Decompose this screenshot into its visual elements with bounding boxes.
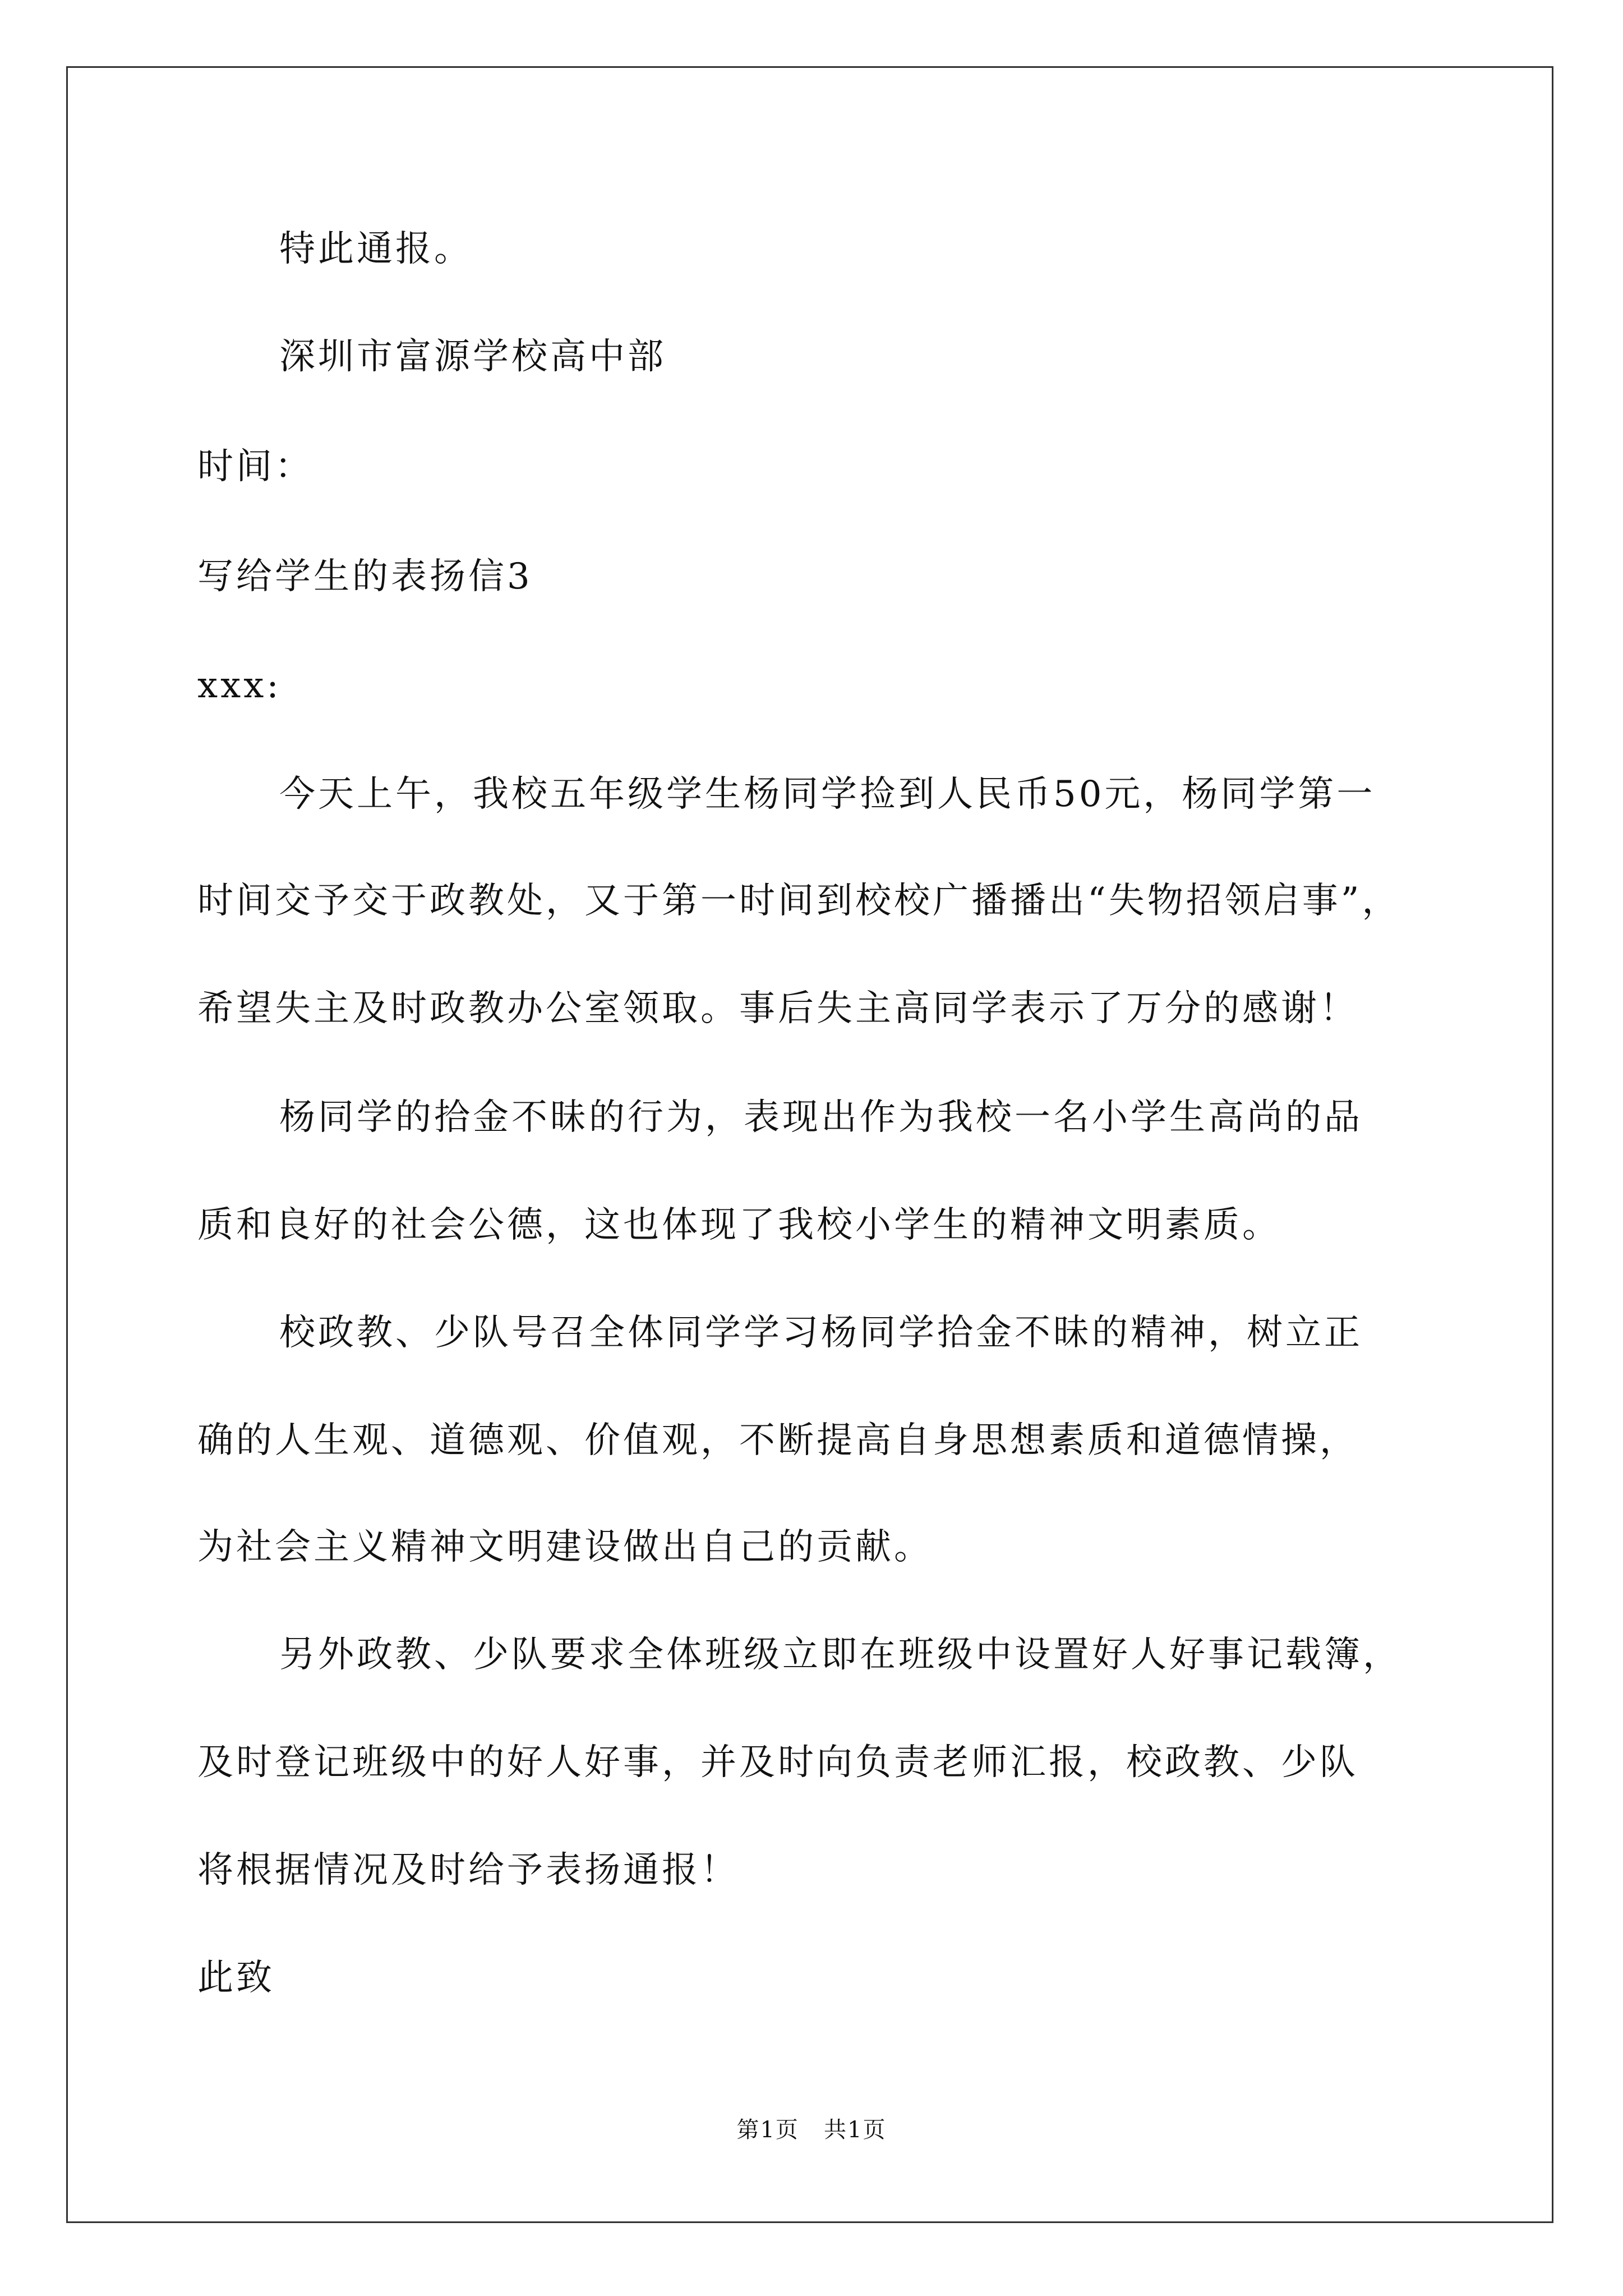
page-border [66, 66, 1553, 2223]
issuer-name: 深圳市富源学校高中部 [279, 336, 666, 378]
paragraph-line: 时间交予交于政教处，又于第一时间到校校广播播出“失物招领启事”， [197, 880, 1401, 922]
paragraph-line: 及时登记班级中的好人好事，并及时向负责老师汇报，校政教、少队 [197, 1742, 1358, 1783]
letter-title: 写给学生的表扬信3 [197, 556, 533, 597]
paragraph-line: 另外政教、少队要求全体班级立即在班级中设置好人好事记载簿， [279, 1634, 1401, 1676]
paragraph-line: 希望失主及时政教办公室领取。事后失主高同学表示了万分的感谢！ [197, 988, 1358, 1029]
paragraph-line: 杨同学的拾金不昧的行为，表现出作为我校一名小学生高尚的品 [279, 1097, 1363, 1138]
closing-phrase: 此致 [197, 1957, 275, 1999]
paragraph-line: 质和良好的社会公德，这也体现了我校小学生的精神文明素质。 [197, 1204, 1281, 1246]
paragraph-line: 为社会主义精神文明建设做出自己的贡献。 [197, 1526, 933, 1568]
paragraph-line: 确的人生观、道德观、价值观，不断提高自身思想素质和道德情操， [197, 1420, 1358, 1461]
paragraph-line: 今天上午，我校五年级学生杨同学捡到人民币50元，杨同学第一 [279, 774, 1376, 815]
page-number-footer: 第1页 共1页 [736, 2117, 887, 2143]
paragraph-line: 将根据情况及时给予表扬通报！ [197, 1849, 739, 1891]
date-label: 时间： [197, 446, 313, 487]
notice-closing: 特此通报。 [279, 228, 473, 270]
salutation: xxx: [197, 665, 282, 706]
paragraph-line: 校政教、少队号召全体同学学习杨同学拾金不昧的精神，树立正 [279, 1312, 1363, 1354]
